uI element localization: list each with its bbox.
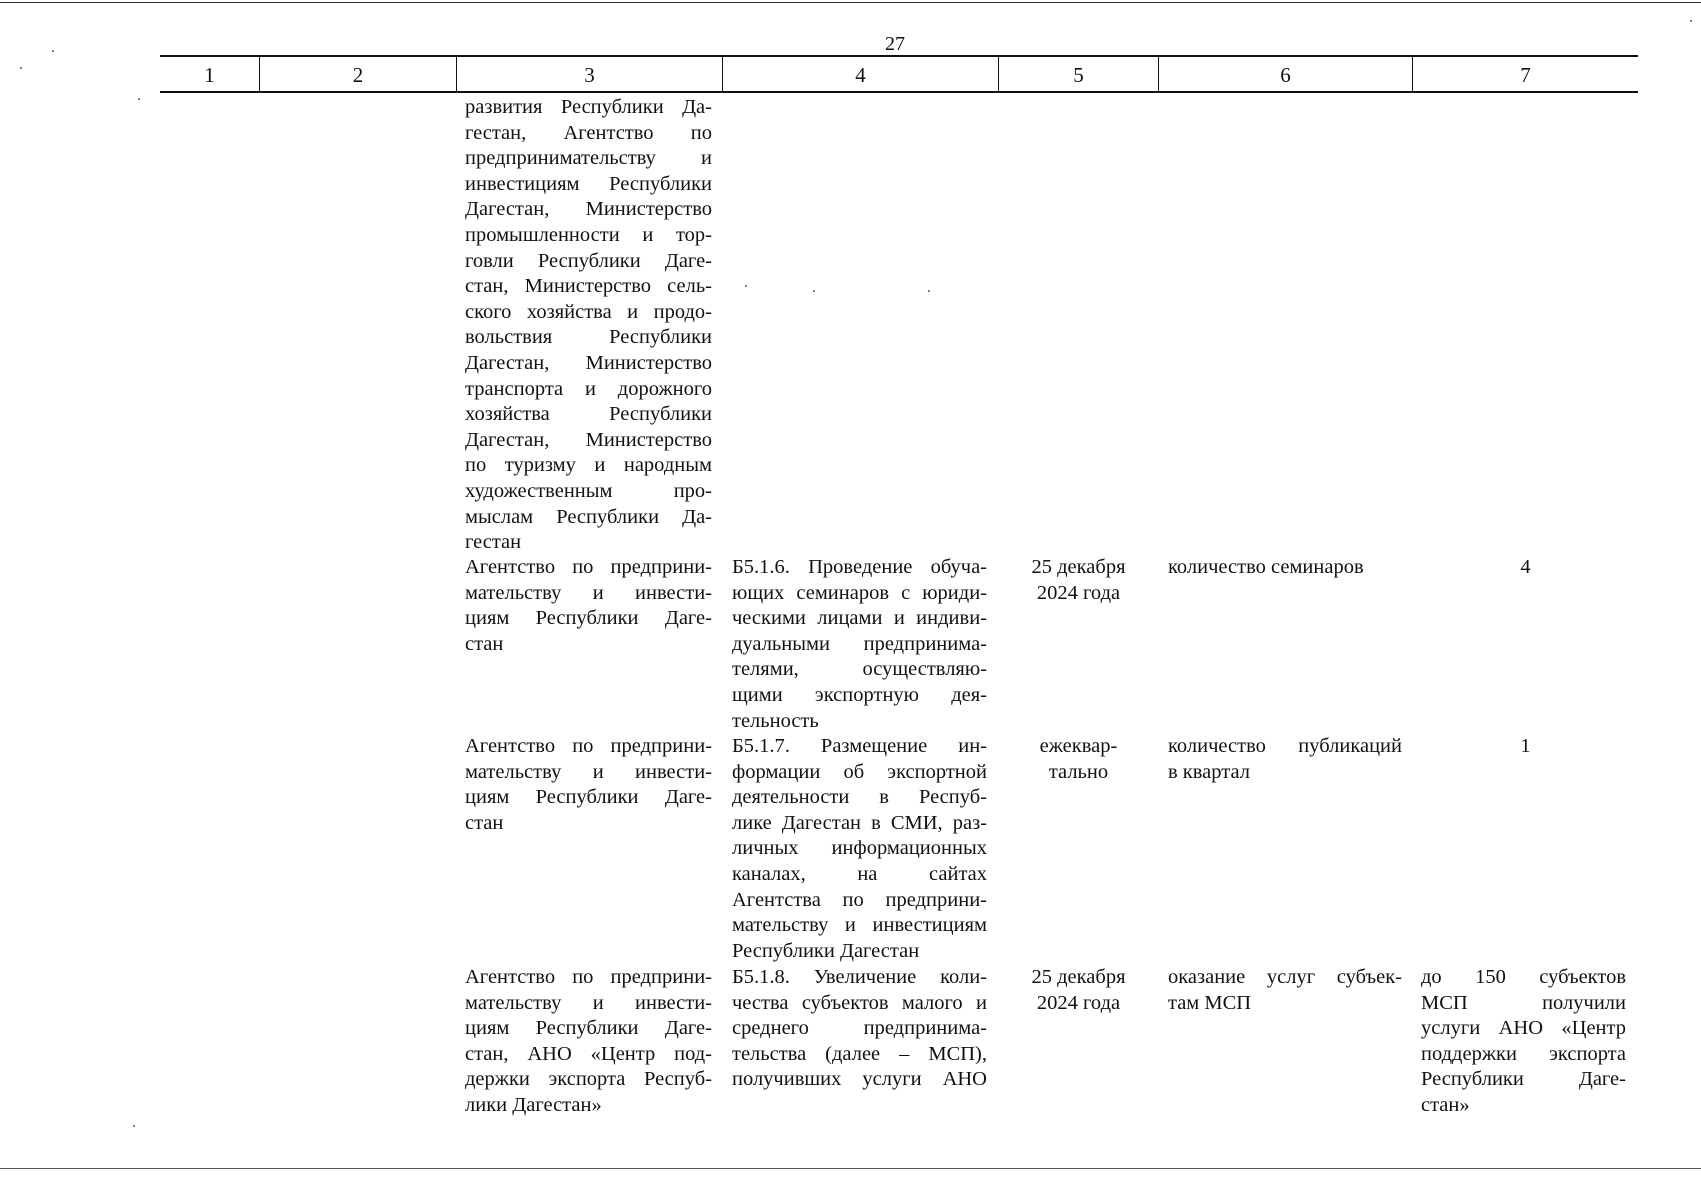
- text-line: ющих семинаров с юриди-: [732, 581, 987, 604]
- text-line: Агентство по предприни-: [465, 966, 712, 988]
- text-line: 25 декабря: [1031, 966, 1126, 988]
- column-header-2: 2: [352, 63, 364, 87]
- text-line: 4: [1520, 556, 1531, 578]
- text-line: мательству и инвести-: [465, 760, 712, 783]
- text-line: Агентства по предприни-: [732, 888, 987, 911]
- text-line: ского хозяйства и продо-: [465, 300, 712, 323]
- header-bottom-rule: [160, 91, 1638, 93]
- text-line: Республики Даге-: [1421, 1068, 1626, 1091]
- text-line: Агентство по предприни-: [465, 735, 712, 757]
- text-line: Б5.1.6. Проведение обуча-: [732, 556, 987, 578]
- row-1-executors: [465, 95, 712, 556]
- text-line: гестан: [465, 531, 522, 554]
- page-number: 27: [885, 33, 905, 55]
- text-line: в квартал: [1168, 760, 1250, 783]
- text-line: услуги АНО «Центр: [1421, 1017, 1626, 1040]
- text-line: развития Республики Да-: [465, 96, 712, 118]
- text-line: Агентство по предприни-: [465, 556, 712, 578]
- row-2-executor: [465, 555, 712, 657]
- text-line: МСП получили: [1421, 991, 1626, 1014]
- text-line: промышленности и тор-: [465, 223, 712, 246]
- text-line: чества субъектов малого и: [732, 991, 987, 1014]
- text-line: поддержки экспорта: [1421, 1042, 1626, 1065]
- text-line: Республики Дагестан: [732, 939, 920, 962]
- column-header-6: 6: [1280, 63, 1291, 87]
- text-line: стан»: [1421, 1093, 1470, 1116]
- text-line: циям Республики Даге-: [465, 1017, 712, 1040]
- text-line: дуальными предпринима-: [732, 632, 987, 655]
- row-4-deadline: [1000, 965, 1157, 1016]
- text-line: Дагестан, Министерство: [465, 351, 712, 374]
- text-line: мательству и инвести-: [465, 991, 712, 1014]
- column-header-3: 3: [584, 63, 595, 87]
- text-line: количество публикаций: [1168, 735, 1402, 757]
- text-line: 1: [1520, 735, 1531, 757]
- scan-speck: [745, 285, 747, 287]
- text-line: инвестициям Республики: [465, 172, 712, 195]
- row-4-indicator: [1168, 965, 1402, 1016]
- text-line: Дагестан, Министерство: [465, 198, 712, 221]
- row-2-activity: [732, 555, 987, 734]
- scan-speck: [138, 98, 140, 100]
- text-line: стан, АНО «Центр под-: [465, 1042, 712, 1065]
- text-line: там МСП: [1168, 991, 1252, 1014]
- row-4-executor: [465, 965, 712, 1119]
- text-line: среднего предпринима-: [732, 1017, 987, 1040]
- text-line: Б5.1.8. Увеличение коли-: [732, 966, 987, 988]
- row-2-indicator: [1168, 555, 1406, 581]
- text-line: деятельности в Респуб-: [732, 786, 987, 809]
- text-line: количество семинаров: [1168, 556, 1364, 578]
- header-top-rule: [160, 55, 1638, 57]
- text-line: мыслам Республики Да-: [465, 505, 712, 528]
- text-line: транспорта и дорожного: [465, 377, 712, 400]
- text-line: 25 декабря: [1031, 556, 1126, 578]
- scan-speck: [52, 50, 54, 52]
- text-line: стан, Министерство сель-: [465, 275, 712, 298]
- text-line: мательству и инвестициям: [732, 914, 987, 937]
- row-3-indicator: [1168, 734, 1402, 785]
- scan-speck: [813, 290, 815, 292]
- text-line: говли Республики Даге-: [465, 249, 712, 272]
- text-line: стан: [465, 811, 504, 834]
- text-line: формации об экспортной: [732, 760, 987, 783]
- text-line: художественным про-: [465, 479, 712, 502]
- text-line: стан: [465, 632, 504, 655]
- scan-speck: [928, 290, 930, 292]
- text-line: по туризму и народным: [465, 454, 712, 477]
- text-line: гестан, Агентство по: [465, 121, 712, 144]
- text-line: ежеквар-: [1039, 735, 1118, 757]
- text-line: получивших услуги АНО: [732, 1068, 987, 1091]
- text-line: лики Дагестан»: [465, 1093, 602, 1116]
- text-line: Дагестан, Министерство: [465, 428, 712, 451]
- text-line: 2024 года: [1036, 991, 1121, 1014]
- row-3-value: [1413, 734, 1638, 760]
- row-3-deadline: [1000, 734, 1157, 785]
- text-line: каналах, на сайтах: [732, 862, 987, 885]
- text-line: тельность: [732, 709, 819, 732]
- text-line: тально: [1048, 760, 1109, 783]
- text-line: 2024 года: [1036, 581, 1121, 604]
- column-header-7: 7: [1520, 63, 1531, 87]
- text-line: циям Республики Даге-: [465, 607, 712, 630]
- row-2-value: [1413, 555, 1638, 581]
- text-line: вольствия Республики: [465, 326, 712, 349]
- column-header-1: 1: [204, 63, 215, 87]
- text-line: предпринимательству и: [465, 147, 712, 170]
- text-line: циям Республики Даге-: [465, 786, 712, 809]
- row-2-deadline: [1000, 555, 1157, 606]
- text-line: тельства (далее – МСП),: [732, 1042, 987, 1065]
- text-line: личных информационных: [732, 837, 987, 860]
- row-4-activity: [732, 965, 987, 1093]
- text-line: оказание услуг субъек-: [1168, 966, 1402, 988]
- scan-speck: [133, 1125, 135, 1127]
- text-line: ческими лицами и индиви-: [732, 607, 987, 630]
- text-line: Б5.1.7. Размещение ин-: [732, 735, 987, 757]
- text-line: хозяйства Республики: [465, 403, 712, 426]
- text-line: лике Дагестан в СМИ, раз-: [732, 811, 987, 834]
- scan-speck: [1690, 20, 1692, 22]
- row-3-executor: [465, 734, 712, 836]
- row-4-value: [1421, 965, 1626, 1119]
- text-line: мательству и инвести-: [465, 581, 712, 604]
- column-header-5: 5: [1073, 63, 1084, 87]
- text-line: держки экспорта Респуб-: [465, 1068, 712, 1091]
- scan-top-edge: [0, 2, 1701, 3]
- scan-bottom-edge: [0, 1168, 1701, 1169]
- row-3-activity: [732, 734, 987, 964]
- column-header-4: 4: [855, 63, 866, 87]
- text-line: до 150 субъектов: [1421, 966, 1626, 988]
- text-line: щими экспортную дея-: [732, 683, 987, 706]
- scan-speck: [20, 67, 22, 69]
- text-line: телями, осуществляю-: [732, 658, 987, 681]
